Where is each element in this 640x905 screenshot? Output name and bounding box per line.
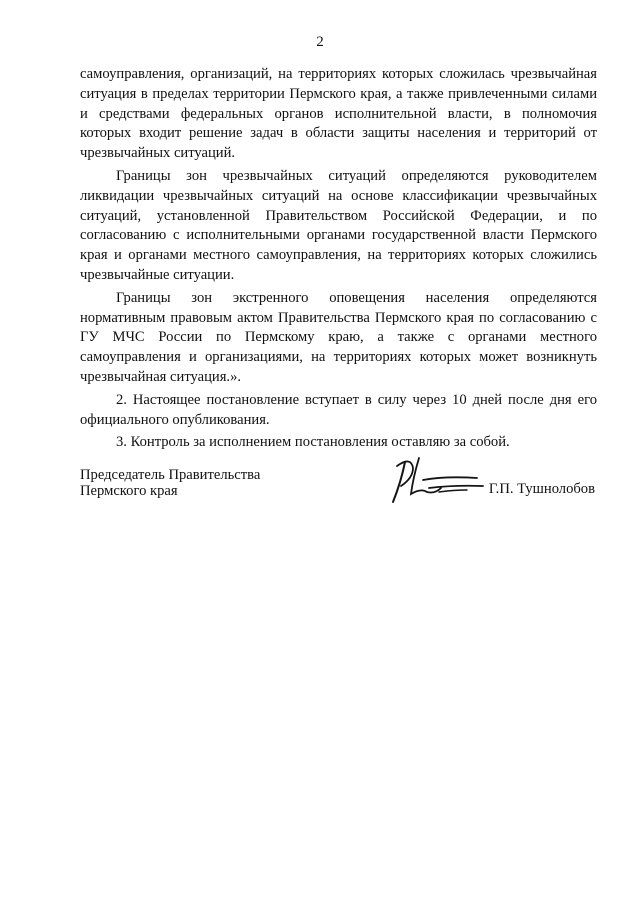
signatory-position xyxy=(80,468,260,499)
signatory-name: Г.П. Тушнолобов xyxy=(488,481,595,497)
paragraph-control: 3. Контроль за исполнением постановления оставляю за собой. xyxy=(116,434,510,451)
page-number: 2 xyxy=(316,34,324,50)
handwritten-signature xyxy=(383,452,493,512)
paragraph-continuation: самоуправления, организаций, на территориях которых сложилась чрезвычайная ситуация в пределах территории Пермского края, а также привлеченными силами и средствами федеральных органов исполнительной власти, в полномочия которых входит решение задач в области защиты населения и территорий от чрезвычайных ситуаций. xyxy=(80,66,597,162)
signatory-position-line-1: Председатель Правительства xyxy=(80,467,261,483)
signatory-position-line-2: Пермского края xyxy=(80,482,178,499)
paragraph-alert-zone-boundaries: Границы зон экстренного оповещения населения определяются нормативным правовым актом Правительства Пермского края по согласованию с ГУ МЧС России по Пермскому краю, а также с органами местного самоуправления и организациями, на территориях которых может возникнуть чрезвычайная ситуация.». xyxy=(80,289,597,385)
document-body xyxy=(80,65,597,456)
paragraph-emergency-zone-boundaries: Границы зон чрезвычайных ситуаций определяются руководителем ликвидации чрезвычайных ситуаций на основе классификации чрезвычайных ситуаций, установленной Правительством Российской Федерации, и по согласованию с исполнительными органами государственной власти Пермского края и органами местного самоуправления, на территориях которых сложились чрезвычайные ситуации. xyxy=(80,167,597,283)
signature-block xyxy=(80,468,597,516)
paragraph-effective-date: 2. Настоящее постановление вступает в силу через 10 дней после дня его официального опубликования. xyxy=(80,391,597,428)
